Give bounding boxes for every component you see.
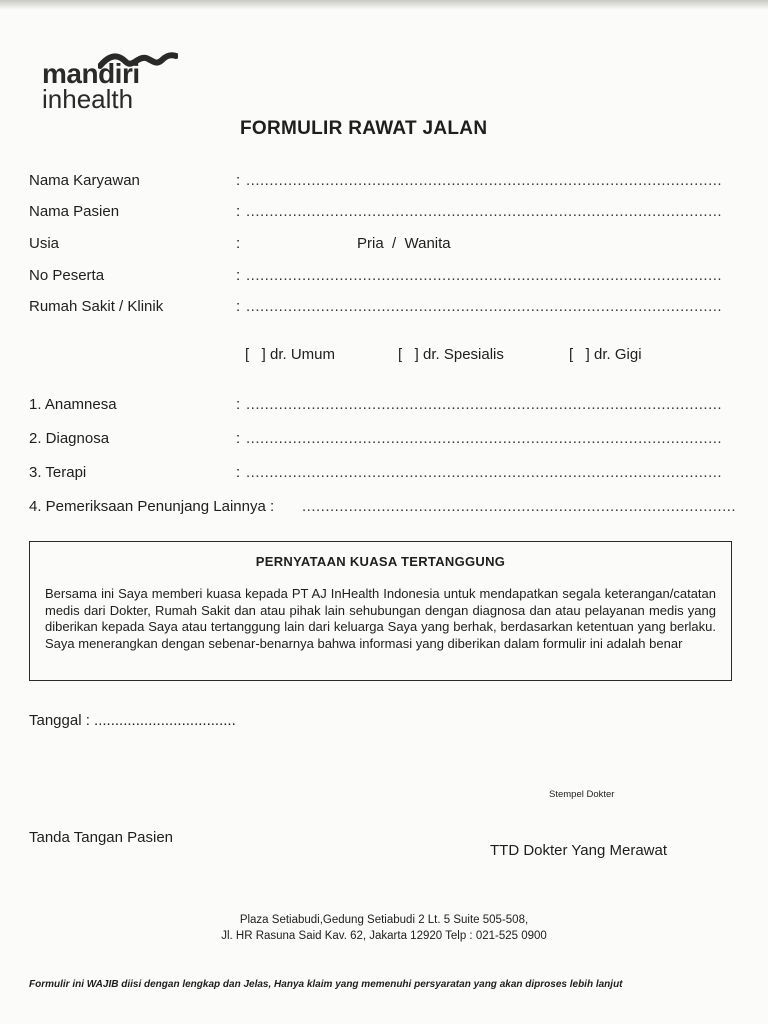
address-line-1: Plaza Setiabudi,Gedung Setiabudi 2 Lt. 5 Suite 505-508,	[239, 914, 529, 926]
input-pemeriksaan-penunjang[interactable]: .............................................................................................	[302, 498, 737, 515]
colon: :	[236, 464, 241, 481]
ttd-dokter-label: TTD Dokter Yang Merawat	[490, 842, 668, 859]
logo-text-inhealth: inhealth	[42, 84, 134, 114]
label-diagnosa: 2. Diagnosa	[29, 430, 110, 447]
label-rumah-sakit: Rumah Sakit / Klinik	[29, 298, 164, 315]
label-nama-karyawan: Nama Karyawan	[29, 172, 140, 189]
colon: :	[236, 172, 241, 189]
input-no-peserta[interactable]: ......................................................................................................	[246, 267, 723, 284]
colon: :	[236, 396, 241, 413]
checkbox-dr-spesialis[interactable]: [ ] dr. Spesialis	[398, 346, 504, 363]
colon: :	[236, 430, 241, 447]
gender-options[interactable]: Pria / Wanita	[357, 235, 451, 252]
label-no-peserta: No Peserta	[29, 267, 105, 284]
input-diagnosa[interactable]: ......................................................................................................	[246, 430, 723, 447]
statement-title: PERNYATAAN KUASA TERTANGGUNG	[255, 554, 506, 569]
label-pemeriksaan-penunjang: 4. Pemeriksaan Penunjang Lainnya :	[29, 498, 275, 515]
input-nama-pasien[interactable]: ......................................................................................................	[246, 203, 723, 220]
tanggal-field[interactable]: Tanggal : ..................................	[29, 712, 236, 729]
label-nama-pasien: Nama Pasien	[29, 203, 120, 220]
checkbox-dr-umum[interactable]: [ ] dr. Umum	[245, 346, 336, 363]
checkbox-dr-gigi[interactable]: [ ] dr. Gigi	[569, 346, 642, 363]
scan-edge	[0, 0, 768, 10]
logo-text-mandiri: mandiri	[42, 58, 140, 89]
colon: :	[236, 267, 241, 284]
colon: :	[236, 298, 241, 315]
input-anamnesa[interactable]: ......................................................................................................	[246, 396, 723, 413]
tanda-tangan-pasien-label: Tanda Tangan Pasien	[29, 829, 174, 846]
footer-note: Formulir ini WAJIB diisi dengan lengkap dan Jelas, Hanya klaim yang memenuhi persyaratan yang akan diproses lebih lanjut	[29, 979, 623, 990]
label-terapi: 3. Terapi	[29, 464, 87, 481]
address-line-2: Jl. HR Rasuna Said Kav. 62, Jakarta 12920 Telp : 021-525 0900	[221, 930, 547, 942]
stempel-dokter-label: Stempel Dokter	[549, 789, 615, 800]
label-usia: Usia	[29, 235, 60, 252]
colon: :	[236, 235, 241, 252]
form-title: FORMULIR RAWAT JALAN	[240, 118, 488, 139]
label-anamnesa: 1. Anamnesa	[29, 396, 117, 413]
statement-box	[29, 541, 732, 681]
input-rumah-sakit[interactable]: ......................................................................................................	[246, 298, 723, 315]
input-nama-karyawan[interactable]: ......................................................................................................	[246, 172, 723, 189]
statement-body: Bersama ini Saya memberi kuasa kepada PT AJ InHealth Indonesia untuk mendapatkan segala keterangan/catatan medis dari Dokter, Rumah Sakit dan atau pihak lain sehubungan dengan diagnosa dan atau pelayanan medis yang diberikan kepada Saya atau tertanggung lain dari keluarga Saya yang berhak, berdasarkan ketentuan yang berlaku. Saya menerangkan dengan sebenar-benarnya bahwa informasi yang diberikan dalam formulir ini adalah benar	[45, 586, 716, 651]
colon: :	[236, 203, 241, 220]
input-terapi[interactable]: ......................................................................................................	[246, 464, 723, 481]
